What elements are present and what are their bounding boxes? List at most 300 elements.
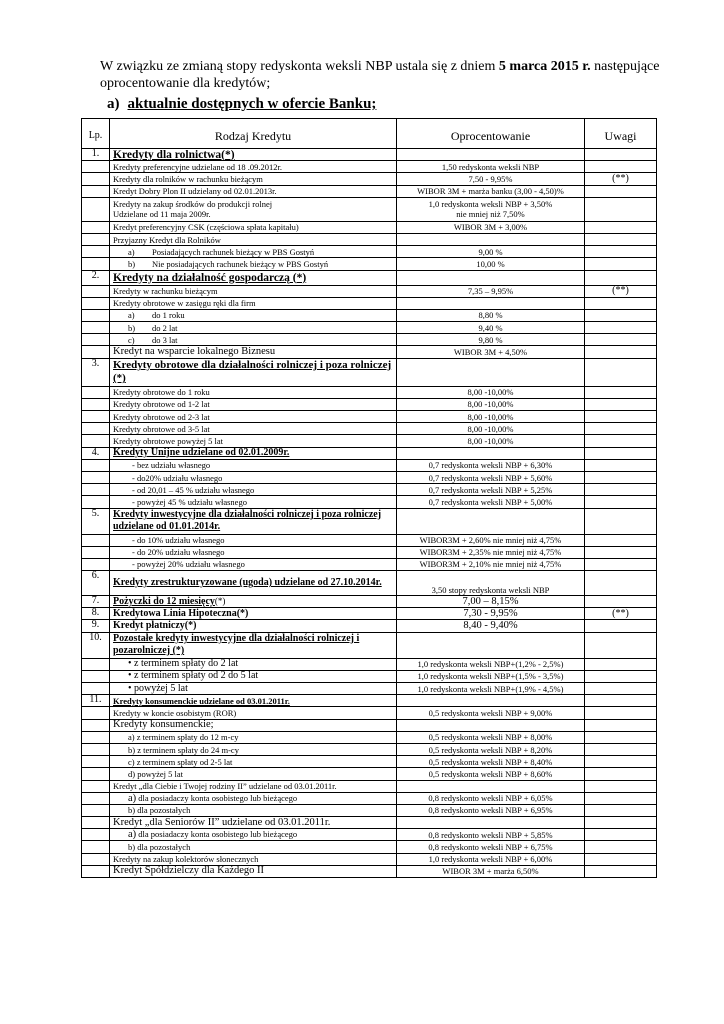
row-rate: 10,00 % [397, 258, 585, 270]
table-row [82, 173, 657, 185]
row-credit-type: Kredyty obrotowe od 3-5 lat [110, 423, 397, 435]
row-lp [82, 865, 110, 877]
table-row [82, 719, 657, 731]
row-credit-type: - bez udziału własnego [110, 459, 397, 471]
row-lp [82, 246, 110, 258]
row-credit-type: Kredyty obrotowe od 2-3 lat [110, 411, 397, 423]
table-row [82, 608, 657, 620]
table-row [82, 707, 657, 719]
row-credit-type [110, 246, 397, 258]
table-row [82, 258, 657, 270]
table-row [82, 571, 657, 596]
row-note [585, 496, 657, 508]
row-rate: 0,8 redyskonto weksli NBP + 6,75% [397, 841, 585, 853]
row-note [585, 484, 657, 496]
bullet-icon: • [128, 658, 135, 670]
row-lp [82, 534, 110, 546]
row-lp [82, 719, 110, 731]
row-rate: 8,80 % [397, 309, 585, 321]
row-credit-type: Kredyt „dla Seniorów II” udzielane od 03.01.2011r. [110, 817, 397, 829]
table-row [82, 731, 657, 743]
credit-rates-table [81, 118, 657, 878]
row-credit-type [110, 334, 397, 346]
row-suffix: (*) [214, 596, 226, 607]
row-lp: 7. [82, 596, 110, 608]
row-note [585, 435, 657, 447]
row-lp: 3. [82, 358, 110, 386]
table-row [82, 695, 657, 707]
row-rate: 9,00 % [397, 246, 585, 258]
row-note [585, 423, 657, 435]
row-lp [82, 411, 110, 423]
row-rate: 7,35 – 9,95% [397, 285, 585, 297]
row-lp: 10. [82, 632, 110, 658]
row-note [585, 471, 657, 483]
row-rate-line1: 1,0 redyskonta weksli NBP + 3,50% [428, 199, 553, 210]
row-credit-type: Kredyt Spółdzielczy dla Każdego II [110, 865, 397, 877]
row-lp [82, 309, 110, 321]
row-credit-type [110, 792, 397, 804]
row-rate: 0,7 redyskonta weksli NBP + 5,60% [397, 471, 585, 483]
row-rate [397, 817, 585, 829]
row-lp [82, 780, 110, 792]
row-credit-type: d) powyżej 5 lat [110, 768, 397, 780]
row-rate: 9,40 % [397, 322, 585, 334]
row-note [585, 546, 657, 558]
row-note [585, 534, 657, 546]
row-note [585, 620, 657, 632]
row-lp [82, 683, 110, 695]
row-note [585, 719, 657, 731]
section-title: Kredyty na działalność gospodarczą (*) [110, 270, 397, 285]
table-row [82, 471, 657, 483]
row-lp: 6. [82, 571, 110, 596]
row-lp: 8. [82, 608, 110, 620]
row-rate: 0,7 redyskonta weksli NBP + 5,25% [397, 484, 585, 496]
row-credit-type [110, 258, 397, 270]
row-credit-type: Kredyty obrotowe powyżej 5 lat [110, 435, 397, 447]
section-title: Kredytowa Linia Hipoteczna(*) [110, 608, 397, 620]
row-note [585, 161, 657, 173]
row-lp [82, 817, 110, 829]
row-credit-type-text: do 1 roku [152, 310, 185, 321]
intro-text-before: W związku ze zmianą stopy redyskonta weksli NBP ustala się z dniem [100, 59, 499, 74]
row-lp [82, 459, 110, 471]
row-credit-type [110, 658, 397, 670]
row-lp [82, 743, 110, 755]
row-credit-type-text: dla posiadaczy konta osobistego lub bieżącego [138, 829, 298, 840]
row-note [585, 447, 657, 459]
row-credit-type: Kredyty obrotowe od 1-2 lat [110, 398, 397, 410]
table-row [82, 309, 657, 321]
table-row [82, 780, 657, 792]
row-rate: 3,50 stopy redyskonta weksli NBP [397, 571, 585, 596]
table-row [82, 386, 657, 398]
row-rate: 1,0 redyskonta weksli NBP+(1,2% - 2,5%) [397, 658, 585, 670]
table-row [82, 197, 657, 221]
row-rate [397, 780, 585, 792]
row-rate [397, 233, 585, 245]
row-note [585, 865, 657, 877]
row-lp [82, 768, 110, 780]
table-row [82, 233, 657, 245]
row-credit-type: - powyżej 20% udziału własnego [110, 558, 397, 570]
section-title: Pożyczki do 12 miesięcy [113, 596, 215, 608]
row-credit-type: - powyżej 45 % udziału własnego [110, 496, 397, 508]
row-enum: a) [128, 792, 137, 804]
table-row [82, 829, 657, 841]
table-row [82, 596, 657, 608]
row-credit-type: - do 10% udziału własnego [110, 534, 397, 546]
table-row [82, 756, 657, 768]
row-note [585, 185, 657, 197]
row-note [585, 683, 657, 695]
table-row [82, 297, 657, 309]
row-note: (**) [585, 608, 657, 620]
row-credit-type: - od 20,01 – 45 % udziału własnego [110, 484, 397, 496]
section-title: Kredyty zrestrukturyzowane (ugoda) udzielane od 27.10.2014r. [110, 571, 397, 596]
row-note [585, 346, 657, 358]
bullet-icon: • [128, 670, 135, 682]
section-title: Pozostałe kredyty inwestycyjne dla działalności rolniczej i pozarolniczej (*) [110, 632, 397, 658]
row-note [585, 780, 657, 792]
row-rate: WIBOR3M + 2,60% nie mniej niż 4,75% [397, 534, 585, 546]
table-row [82, 447, 657, 459]
row-rate: WIBOR 3M + marża banku (3,00 - 4,50)% [397, 185, 585, 197]
row-lp: 9. [82, 620, 110, 632]
row-rate [397, 695, 585, 707]
table-row [82, 620, 657, 632]
row-lp [82, 423, 110, 435]
row-credit-type: b) dla pozostałych [110, 804, 397, 816]
row-rate [397, 632, 585, 658]
section-title: Kredyty Unijne udzielane od 02.01.2009r. [110, 447, 397, 459]
row-note [585, 309, 657, 321]
row-rate: WIBOR 3M + 3,00% [397, 221, 585, 233]
row-note [585, 853, 657, 865]
table-row [82, 411, 657, 423]
row-credit-type-text: dla posiadaczy konta osobistego lub bieżącego [138, 792, 298, 803]
row-credit-type-text: Nie posiadających rachunek bieżący w PBS Gostyń [152, 258, 329, 269]
row-note [585, 768, 657, 780]
row-enum: a) [128, 310, 135, 321]
row-note [585, 695, 657, 707]
row-lp [82, 221, 110, 233]
row-note [585, 358, 657, 386]
table-row [82, 508, 657, 534]
row-lp [82, 258, 110, 270]
header-credit-type: Rodzaj Kredytu [110, 119, 397, 149]
table-row [82, 670, 657, 682]
section-title: Kredyt płatniczy(*) [110, 620, 397, 632]
row-note [585, 841, 657, 853]
row-note [585, 804, 657, 816]
intro-text-after: następujące oprocentowanie dla kredytów; [100, 59, 660, 91]
row-credit-type [110, 670, 397, 682]
row-note [585, 246, 657, 258]
row-rate: 1,0 redyskonta weksli NBP + 6,00% [397, 853, 585, 865]
table-row [82, 459, 657, 471]
table-row [82, 865, 657, 877]
row-lp [82, 841, 110, 853]
row-credit-type: Kredyty obrotowe do 1 roku [110, 386, 397, 398]
row-lp: 1. [82, 149, 110, 161]
table-row [82, 853, 657, 865]
row-note [585, 756, 657, 768]
row-credit-type-text: z terminem spłaty do 2 lat [134, 658, 239, 670]
row-credit-type-text: do 3 lat [152, 334, 178, 345]
row-rate: 0,8 redyskonto weksli NBP + 6,95% [397, 804, 585, 816]
table-row [82, 632, 657, 658]
row-note [585, 398, 657, 410]
row-note: (**) [585, 285, 657, 297]
row-rate: 0,5 redyskonta weksli NBP + 9,00% [397, 707, 585, 719]
row-rate [397, 270, 585, 285]
row-note [585, 270, 657, 285]
row-credit-type: Kredyty na zakup kolektorów słonecznych [110, 853, 397, 865]
table-row [82, 161, 657, 173]
row-lp [82, 792, 110, 804]
row-rate [397, 149, 585, 161]
row-rate [397, 508, 585, 534]
header-interest-rate: Oprocentowanie [397, 119, 585, 149]
table-row [82, 841, 657, 853]
row-lp [82, 829, 110, 841]
row-note [585, 596, 657, 608]
row-credit-type [110, 197, 397, 221]
row-lp [82, 804, 110, 816]
table-row [82, 322, 657, 334]
row-rate [397, 297, 585, 309]
row-credit-type [110, 309, 397, 321]
row-note [585, 258, 657, 270]
row-rate [397, 358, 585, 386]
table-row [82, 334, 657, 346]
row-note [585, 149, 657, 161]
row-credit-type [110, 322, 397, 334]
row-enum: a) [128, 246, 135, 257]
row-lp [82, 731, 110, 743]
table-row [82, 683, 657, 695]
row-enum: a) [128, 829, 137, 841]
table-row [82, 817, 657, 829]
row-note [585, 508, 657, 534]
row-note [585, 632, 657, 658]
row-rate: 8,40 - 9,40% [397, 620, 585, 632]
table-row [82, 743, 657, 755]
row-rate [397, 447, 585, 459]
row-lp [82, 285, 110, 297]
row-lp [82, 435, 110, 447]
section-subheading [107, 96, 376, 113]
row-lp [82, 173, 110, 185]
row-credit-type: - do20% udziału własnego [110, 471, 397, 483]
row-rate-line2: nie mniej niż 7,50% [456, 209, 525, 220]
row-credit-type-line2: Udzielane od 11 maja 2009r. [113, 209, 211, 220]
row-enum: b) [128, 322, 136, 333]
row-credit-type-line1: Kredyty na zakup środków do produkcji rolnej [113, 199, 273, 210]
row-lp: 2. [82, 270, 110, 285]
row-lp [82, 546, 110, 558]
row-credit-type: Kredyty dla rolników w rachunku bieżącym [110, 173, 397, 185]
bullet-icon: • [128, 682, 135, 694]
row-credit-type: Przyjazny Kredyt dla Rolników [110, 233, 397, 245]
table-row [82, 221, 657, 233]
row-rate: WIBOR 3M + marża 6,50% [397, 865, 585, 877]
header-notes: Uwagi [585, 119, 657, 149]
row-credit-type: Kredyty w rachunku bieżącym [110, 285, 397, 297]
row-lp [82, 185, 110, 197]
row-rate: 0,5 redyskonta weksli NBP + 8,00% [397, 731, 585, 743]
row-credit-type-text: powyżej 5 lat [134, 682, 188, 694]
row-rate: 0,7 redyskonta weksli NBP + 6,30% [397, 459, 585, 471]
row-lp [82, 346, 110, 358]
row-lp: 5. [82, 508, 110, 534]
section-title: Kredyty dla rolnictwa(*) [110, 149, 397, 161]
row-rate: 7,30 - 9,95% [397, 608, 585, 620]
row-lp: 4. [82, 447, 110, 459]
row-enum: c) [128, 334, 135, 345]
subheading-label: a) [107, 96, 120, 112]
row-note [585, 459, 657, 471]
table-row [82, 804, 657, 816]
table-header-row [82, 119, 657, 149]
row-rate: 1,0 redyskonta weksli NBP+(1,5% - 3,5%) [397, 670, 585, 682]
subheading-text: aktualnie dostępnych w ofercie Banku; [127, 96, 377, 112]
row-credit-type: Kredyt preferencyjny CSK (częściowa spłata kapitału) [110, 221, 397, 233]
row-rate: WIBOR3M + 2,35% nie mniej niż 4,75% [397, 546, 585, 558]
row-lp [82, 658, 110, 670]
table-row [82, 435, 657, 447]
row-lp [82, 297, 110, 309]
row-credit-type: Kredyty preferencyjne udzielane od 18 .09.2012r. [110, 161, 397, 173]
table-row [82, 534, 657, 546]
row-credit-type: b) dla pozostałych [110, 841, 397, 853]
row-note [585, 658, 657, 670]
row-lp [82, 670, 110, 682]
row-rate: 8,00 -10,00% [397, 435, 585, 447]
row-credit-type: Kredyty konsumenckie; [110, 719, 397, 731]
row-note [585, 297, 657, 309]
row-note [585, 197, 657, 221]
row-credit-type: c) z terminem spłaty od 2-5 lat [110, 756, 397, 768]
row-rate: 7,50 - 9,95% [397, 173, 585, 185]
row-note [585, 743, 657, 755]
table-row [82, 358, 657, 386]
row-lp [82, 756, 110, 768]
row-rate: 0,8 redyskonto weksli NBP + 6,05% [397, 792, 585, 804]
row-lp [82, 398, 110, 410]
row-lp [82, 161, 110, 173]
table-row [82, 484, 657, 496]
table-row [82, 768, 657, 780]
row-note [585, 334, 657, 346]
header-lp: Lp. [82, 119, 110, 149]
row-credit-type: b) z terminem spłaty do 24 m-cy [110, 743, 397, 755]
row-lp [82, 322, 110, 334]
row-lp [82, 496, 110, 508]
intro-date: 5 marca 2015 r. [498, 59, 591, 74]
table-row [82, 546, 657, 558]
row-note [585, 233, 657, 245]
row-credit-type: Kredyt na wsparcie lokalnego Biznesu [110, 346, 397, 358]
row-rate [397, 719, 585, 731]
row-credit-type: - do 20% udziału własnego [110, 546, 397, 558]
row-lp [82, 853, 110, 865]
row-rate: 7,00 – 8,15% [397, 596, 585, 608]
row-lp [82, 334, 110, 346]
table-row [82, 792, 657, 804]
row-credit-type [110, 596, 397, 608]
table-row [82, 423, 657, 435]
row-rate: 9,80 % [397, 334, 585, 346]
row-rate: 0,5 redyskonta weksli NBP + 8,60% [397, 768, 585, 780]
row-rate: 0,5 redyskonta weksli NBP + 8,40% [397, 756, 585, 768]
table-row [82, 246, 657, 258]
row-lp [82, 386, 110, 398]
row-rate: 1,50 redyskonta weksli NBP [397, 161, 585, 173]
table-row [82, 398, 657, 410]
table-row [82, 285, 657, 297]
row-lp [82, 233, 110, 245]
intro-paragraph [100, 58, 660, 92]
row-note [585, 411, 657, 423]
row-lp [82, 484, 110, 496]
row-rate: 0,8 redyskonto weksli NBP + 5,85% [397, 829, 585, 841]
table-row [82, 149, 657, 161]
row-credit-type [110, 829, 397, 841]
row-lp [82, 197, 110, 221]
row-credit-type: Kredyty obrotowe w zasięgu ręki dla firm [110, 297, 397, 309]
row-rate: 8,00 -10,00% [397, 386, 585, 398]
row-rate: 8,00 -10,00% [397, 398, 585, 410]
table-row [82, 496, 657, 508]
section-title: Kredyty inwestycyjne dla działalności rolniczej i poza rolniczej udzielane od 01.01.2014r. [110, 508, 397, 534]
row-note: (**) [585, 173, 657, 185]
row-rate: 8,00 -10,00% [397, 423, 585, 435]
table-row [82, 346, 657, 358]
row-rate: WIBOR 3M + 4,50% [397, 346, 585, 358]
row-rate [397, 197, 585, 221]
row-lp [82, 471, 110, 483]
row-note [585, 792, 657, 804]
row-note [585, 817, 657, 829]
row-note [585, 221, 657, 233]
table-row [82, 658, 657, 670]
row-rate: WIBOR3M + 2,10% nie mniej niż 4,75% [397, 558, 585, 570]
row-note [585, 829, 657, 841]
row-credit-type-text: z terminem spłaty od 2 do 5 lat [134, 670, 259, 682]
row-lp [82, 558, 110, 570]
row-credit-type: Kredyt Dobry Plon II udzielany od 02.01.2013r. [110, 185, 397, 197]
row-rate: 8,00 -10,00% [397, 411, 585, 423]
row-note [585, 670, 657, 682]
section-title: Kredyty konsumenckie udzielane od 03.01.2011r. [110, 695, 397, 707]
row-credit-type-text: do 2 lat [152, 322, 178, 333]
row-credit-type: Kredyty w koncie osobistym (ROR) [110, 707, 397, 719]
row-credit-type-text: Posiadających rachunek bieżący w PBS Gostyń [152, 246, 315, 257]
row-credit-type: Kredyt „dla Ciebie i Twojej rodziny II” udzielane od 03.01.2011r. [110, 780, 397, 792]
row-note [585, 558, 657, 570]
table-row [82, 558, 657, 570]
row-note [585, 322, 657, 334]
row-note [585, 731, 657, 743]
row-lp [82, 707, 110, 719]
row-rate: 0,7 redyskonta weksli NBP + 5,00% [397, 496, 585, 508]
row-rate: 1,0 redyskonta weksli NBP+(1,9% - 4,5%) [397, 683, 585, 695]
table-row [82, 270, 657, 285]
row-lp: 11. [82, 695, 110, 707]
